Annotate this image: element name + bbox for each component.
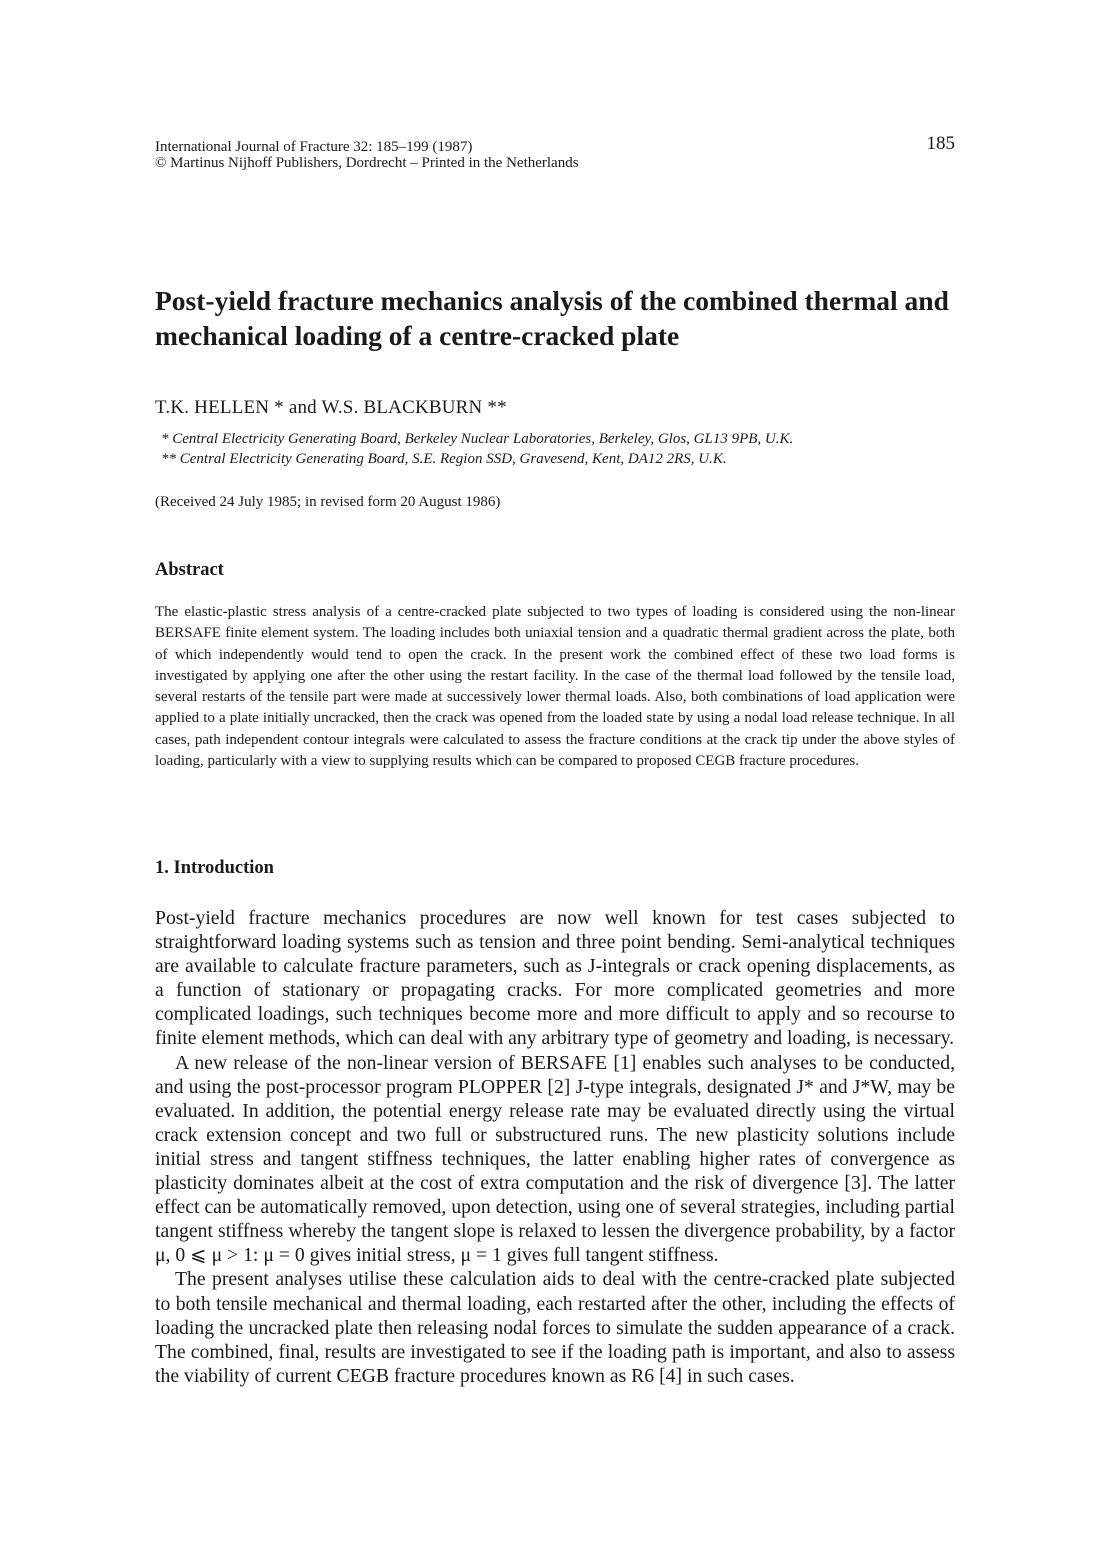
affiliation-2: ** Central Electricity Generating Board, S.E. Region SSD, Gravesend, Kent, DA12 2RS, U.K. bbox=[161, 451, 727, 467]
intro-paragraph-1: Post-yield fracture mechanics procedures are now well known for test cases subjected to straightforward loading systems such as tension and three point bending. Semi-analytical techniques are available to calculate fracture parameters, such as J-integrals or crack opening displacements, as a function of stationary or propagating cracks. For more complicated geometries and more complicated loadings, such techniques become more and more difficult to apply and so recourse to finite element methods, which can deal with any arbitrary type of geometry and loading, is necessary. bbox=[155, 907, 955, 1050]
affiliation-list bbox=[161, 429, 793, 469]
abstract-text: The elastic-plastic stress analysis of a centre-cracked plate subjected to two types of loading is considered using the non-linear BERSAFE finite element system. The loading includes both uniaxial tension and a quadratic thermal gradient across the plate, both of which independently would tend to open the crack. In the present work the combined effect of these two load forms is investigated by applying one after the other using the restart facility. In the case of the thermal load followed by the tensile load, several restarts of the tensile part were made at successively lower thermal loads. Also, both combinations of load application were applied to a plate initially uncracked, then the crack was opened from the loaded state by using a nodal load release technique. In all cases, path independent contour integrals were calculated to assess the fracture conditions at the crack tip under the above styles of loading, particularly with a view to supplying results which can be compared to proposed CEGB fracture procedures. bbox=[155, 604, 955, 770]
publisher-line: © Martinus Nijhoff Publishers, Dordrecht – Printed in the Netherlands bbox=[155, 155, 579, 171]
paper-title: Post-yield fracture mechanics analysis of the combined thermal and mechanical loading of a centre-cracked plate bbox=[155, 285, 949, 351]
abstract-heading: Abstract bbox=[155, 560, 224, 580]
introduction-body bbox=[155, 906, 955, 1388]
received-date: (Received 24 July 1985; in revised form 20 August 1986) bbox=[155, 494, 501, 510]
intro-paragraph-3: The present analyses utilise these calculation aids to deal with the centre-cracked plate subjected to both tensile mechanical and thermal loading, each restarted after the other, including the effects of loading the uncracked plate then releasing nodal forces to simulate the sudden appearance of a crack. The combined, final, results are investigated to see if the loading path is important, and also to assess the viability of current CEGB fracture procedures known as R6 [4] in such cases. bbox=[155, 1268, 955, 1387]
affiliation-1: * Central Electricity Generating Board, Berkeley Nuclear Laboratories, Berkeley, Glos, GL13 9PB, U.K. bbox=[161, 431, 794, 447]
intro-paragraph-2: A new release of the non-linear version of BERSAFE [1] enables such analyses to be conducted, and using the post-processor program PLOPPER [2] J-type integrals, designated J* and J*W, may be evaluated. In addition, the potential energy release rate may be evaluated directly using the virtual crack extension concept and two full or substructured runs. The new plasticity solutions include initial stress and tangent stiffness techniques, the latter enabling higher rates of convergence as plasticity dominates albeit at the cost of extra computation and the risk of divergence [3]. The latter effect can be automatically removed, upon detection, using one of several strategies, including partial tangent stiffness whereby the tangent slope is relaxed to lessen the divergence probability, by a factor μ, 0 ⩽ μ > 1: μ = 0 gives initial stress, μ = 1 gives full tangent stiffness. bbox=[155, 1051, 955, 1267]
author-list: T.K. HELLEN * and W.S. BLACKBURN ** bbox=[155, 397, 507, 418]
journal-citation: International Journal of Fracture 32: 185–199 (1987) bbox=[155, 139, 473, 155]
introduction-heading: 1. Introduction bbox=[155, 858, 274, 878]
running-header bbox=[155, 133, 955, 171]
page-number: 185 bbox=[926, 133, 955, 154]
